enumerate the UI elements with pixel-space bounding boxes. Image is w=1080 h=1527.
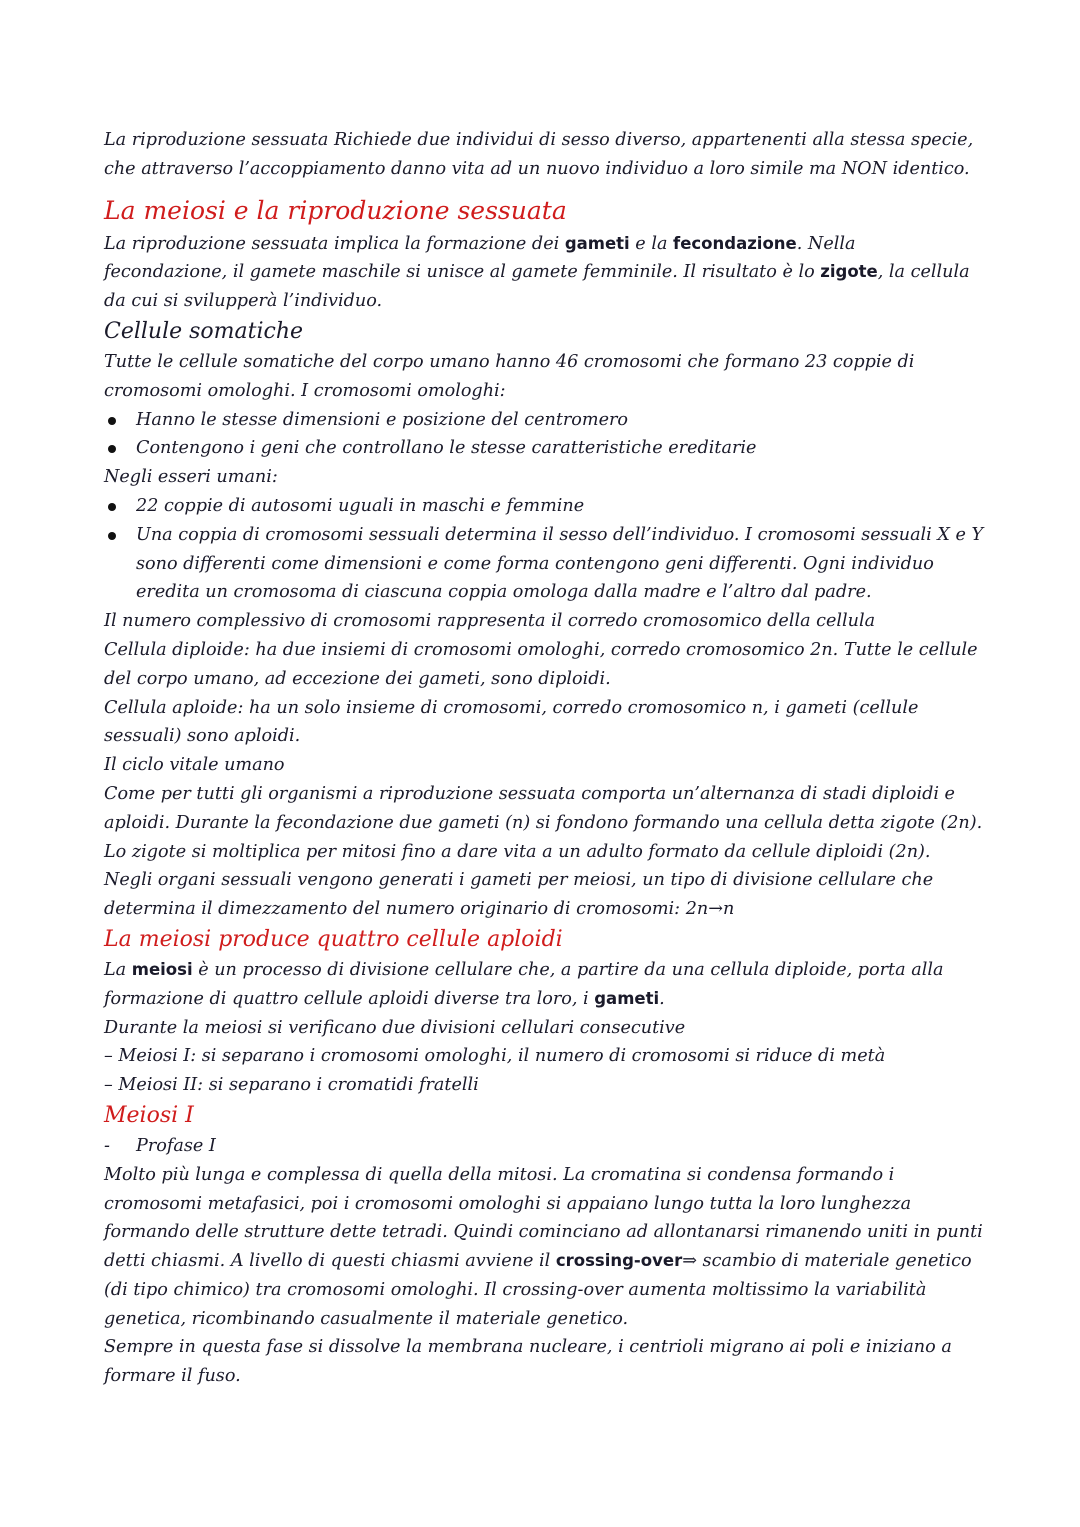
homolog-bullet-list [104, 406, 984, 464]
meiosi-i-line: – Meiosi I: si separano i cromosomi omologhi, il numero di cromosomi si riduce di metà [104, 1046, 886, 1067]
list-item: 22 coppie di autosomi uguali in maschi e femmine [104, 492, 984, 521]
ciclo-vitale-paragraph: Come per tutti gli organismi a riproduzione sessuata comporta un’alternanza di stadi diploidi e aploidi. Durante la fecondazione due gameti (n) si fondono formando una cellula detta zigote (2n). Lo zigote si moltiplica per mitosi fino a dare vita a un adulto formato da cellule diploidi (2n). Negli organi sessuali vengono generati i gameti per meiosi, un tipo di divisione cellulare che determina il dimezzamento del numero originario di cromosomi: 2n→n [104, 783, 983, 920]
list-item: Hanno le stesse dimensioni e posizione del centromero [104, 406, 984, 435]
bullet-icon [108, 532, 116, 540]
term-crossing-over: crossing-over [555, 1251, 683, 1271]
bullet-icon [108, 445, 116, 453]
corredo-paragraph: Il numero complessivo di cromosomi rappresenta il corredo cromosomico della cellula [104, 611, 876, 632]
list-item: Contengono i geni che controllano le stesse caratteristiche ereditarie [104, 434, 984, 463]
ciclo-vitale-title: Il ciclo vitale umano [104, 755, 285, 776]
bullet-icon [108, 417, 116, 425]
meiosi-ii-line: – Meiosi II: si separano i cromatidi fratelli [104, 1075, 479, 1096]
section-title-meiosi-riproduzione: La meiosi e la riproduzione sessuata [104, 195, 567, 225]
section-title-meiosi-i: Meiosi I [104, 1102, 194, 1128]
section-title-meiosi-quattro-cellule: La meiosi produce quattro cellule aploidi [104, 926, 563, 952]
divisioni-paragraph: Durante la meiosi si verificano due divisioni cellulari consecutive [104, 1017, 686, 1038]
term-gameti: gameti [564, 233, 630, 253]
term-zigote: zigote [820, 262, 878, 282]
profase-paragraph: Molto più lunga e complessa di quella della mitosi. La cromatina si condensa formando i cromosomi metafasici, poi i cromosomi omologhi si appaiano lungo tutta la loro lunghezza formando delle strutture dette tetradi. Quindi cominciano ad allontanarsi rimanendo uniti in punti detti chiasmi. A livello di questi chiasmi avviene il crossing-over⇒ scambio di materiale genetico (di tipo chimico) tra cromosomi omologhi. Il crossing-over aumenta moltissimo la variabilità genetica, ricombinando casualmente il materiale genetico. [104, 1164, 983, 1329]
subtitle-cellule-somatiche: Cellule somatiche [104, 318, 304, 344]
term-gameti-2: gameti [594, 988, 660, 1008]
diploide-paragraph: Cellula diploide: ha due insiemi di cromosomi omologhi, corredo cromosomico 2n. Tutte le cellule del corpo umano, ad eccezione dei gameti, sono diploidi. [104, 639, 978, 689]
aploide-paragraph: Cellula aploide: ha un solo insieme di cromosomi, corredo cromosomico n, i gameti (cellule sessuali) sono aploidi. [104, 697, 919, 747]
riproduzione-paragraph: La riproduzione sessuata implica la formazione dei gameti e la fecondazione. Nella fecondazione, il gamete maschile si unisce al gamete femminile. Il risultato è lo zigote, la cellula da cui si svilupperà l’individuo. [104, 233, 970, 312]
fuso-paragraph: Sempre in questa fase si dissolve la membrana nucleare, i centrioli migrano ai poli e iniziano a formare il fuso. [104, 1337, 952, 1387]
term-fecondazione: fecondazione [673, 233, 797, 253]
list-item: Una coppia di cromosomi sessuali determina il sesso dell’individuo. I cromosomi sessuali X e Y sono differenti come dimensioni e come forma contengono geni differenti. Ogni individuo eredita un cromosoma di ciascuna coppia omologa dalla madre e l’altro dal padre. [104, 521, 984, 607]
somatic-paragraph: Tutte le cellule somatiche del corpo umano hanno 46 cromosomi che formano 23 coppie di cromosomi omologhi. I cromosomi omologhi: [104, 351, 915, 401]
bullet-icon [108, 503, 116, 511]
humans-label: Negli esseri umani: [104, 467, 278, 488]
document-page [104, 126, 984, 1391]
human-bullet-list [104, 492, 984, 607]
profase-label: - Profase I [104, 1135, 216, 1156]
intro-paragraph: La riproduzione sessuata Richiede due individui di sesso diverso, appartenenti alla stessa specie, che attraverso l’accoppiamento danno vita ad un nuovo individuo a loro simile ma NON identico. [104, 130, 974, 179]
meiosi-paragraph: La meiosi è un processo di divisione cellulare che, a partire da una cellula diploide, porta alla formazione di quattro cellule aploidi diverse tra loro, i gameti. [104, 959, 944, 1009]
term-meiosi: meiosi [131, 959, 193, 979]
